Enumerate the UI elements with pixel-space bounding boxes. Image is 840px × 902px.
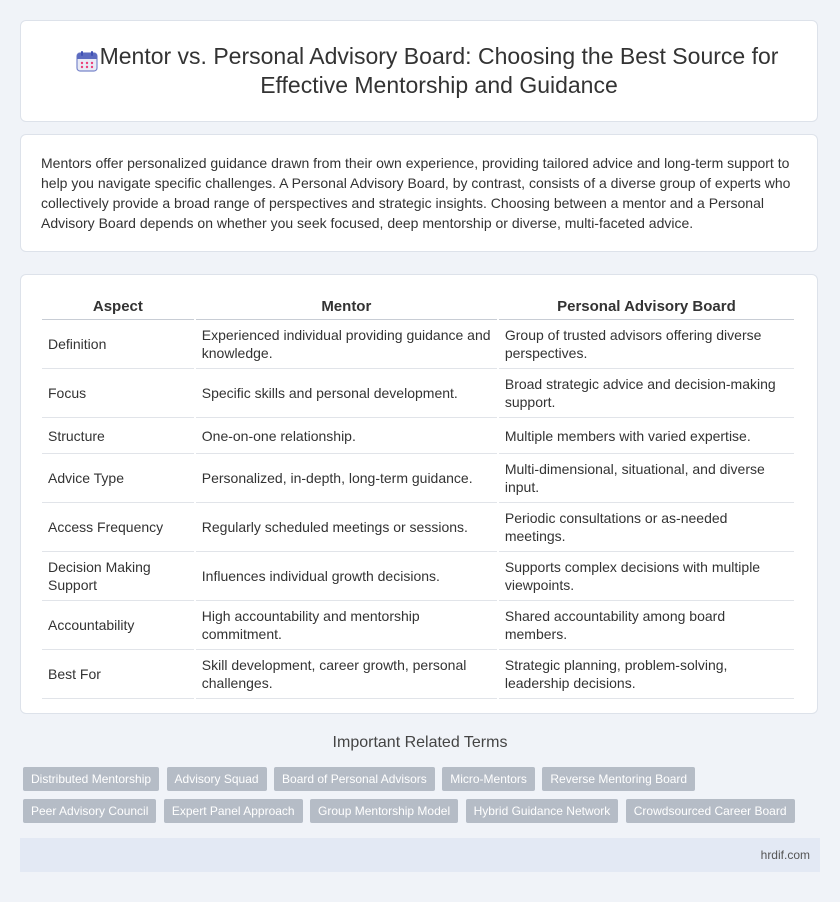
cell-mentor: Influences individual growth decisions. [196, 552, 497, 601]
related-term-tag[interactable]: Expert Panel Approach [164, 799, 303, 823]
intro-paragraph: Mentors offer personalized guidance drawn from their own experience, providing tailored advice and long-term support to help you navigate specific challenges. A Personal Advisory Board, by contrast, consists of a diverse group of experts who collectively provide a broad range of perspectives and strategic insights. Choosing between a mentor and a Personal Advisory Board depends on whether you seek focused, deep mentorship or diverse, multi-faceted advice. [41, 155, 791, 231]
cell-mentor: Specific skills and personal development. [196, 369, 497, 418]
table-row [42, 601, 794, 650]
comparison-table-card [20, 274, 818, 714]
footer [20, 838, 820, 872]
table-row [42, 320, 794, 369]
table-row [42, 503, 794, 552]
cell-aspect: Access Frequency [42, 503, 194, 552]
intro-card [20, 134, 818, 252]
cell-advisory-board: Multi-dimensional, situational, and diverse input. [499, 454, 794, 503]
table-row [42, 650, 794, 699]
page-title: Mentor vs. Personal Advisory Board: Choosing the Best Source for Effective Mentorship and Guidance [99, 43, 779, 98]
cell-mentor: Personalized, in-depth, long-term guidance. [196, 454, 497, 503]
table-row [42, 418, 794, 454]
related-term-tag[interactable]: Crowdsourced Career Board [626, 799, 795, 823]
cell-advisory-board: Strategic planning, problem-solving, leadership decisions. [499, 650, 794, 699]
cell-advisory-board: Group of trusted advisors offering diverse perspectives. [499, 320, 794, 369]
related-term-tag[interactable]: Micro-Mentors [442, 767, 535, 791]
title-wrap [49, 42, 789, 100]
cell-aspect: Focus [42, 369, 194, 418]
table-row [42, 454, 794, 503]
comparison-table [40, 293, 796, 699]
cell-advisory-board: Supports complex decisions with multiple viewpoints. [499, 552, 794, 601]
calendar-icon [75, 49, 99, 73]
related-term-tag[interactable]: Group Mentorship Model [310, 799, 458, 823]
cell-advisory-board: Broad strategic advice and decision-making support. [499, 369, 794, 418]
cell-aspect: Definition [42, 320, 194, 369]
cell-aspect: Accountability [42, 601, 194, 650]
table-row [42, 369, 794, 418]
cell-mentor: Skill development, career growth, personal challenges. [196, 650, 497, 699]
cell-advisory-board: Periodic consultations or as-needed meetings. [499, 503, 794, 552]
footer-site-link[interactable]: hrdif.com [760, 848, 810, 862]
cell-mentor: One-on-one relationship. [196, 418, 497, 454]
related-term-tag[interactable]: Board of Personal Advisors [274, 767, 435, 791]
related-terms-list [23, 767, 823, 831]
header-aspect: Aspect [42, 293, 194, 320]
cell-mentor: Regularly scheduled meetings or sessions. [196, 503, 497, 552]
cell-advisory-board: Multiple members with varied expertise. [499, 418, 794, 454]
cell-advisory-board: Shared accountability among board members. [499, 601, 794, 650]
title-card [20, 20, 818, 122]
related-term-tag[interactable]: Advisory Squad [167, 767, 267, 791]
header-mentor: Mentor [196, 293, 497, 320]
header-advisory-board: Personal Advisory Board [499, 293, 794, 320]
cell-aspect: Structure [42, 418, 194, 454]
cell-aspect: Decision Making Support [42, 552, 194, 601]
cell-aspect: Best For [42, 650, 194, 699]
table-row [42, 552, 794, 601]
cell-mentor: Experienced individual providing guidance and knowledge. [196, 320, 497, 369]
cell-aspect: Advice Type [42, 454, 194, 503]
table-header-row [42, 293, 794, 320]
cell-mentor: High accountability and mentorship commitment. [196, 601, 497, 650]
related-term-tag[interactable]: Distributed Mentorship [23, 767, 159, 791]
related-term-tag[interactable]: Peer Advisory Council [23, 799, 156, 823]
related-terms-heading: Important Related Terms [332, 734, 508, 751]
related-term-tag[interactable]: Reverse Mentoring Board [542, 767, 695, 791]
related-term-tag[interactable]: Hybrid Guidance Network [466, 799, 619, 823]
